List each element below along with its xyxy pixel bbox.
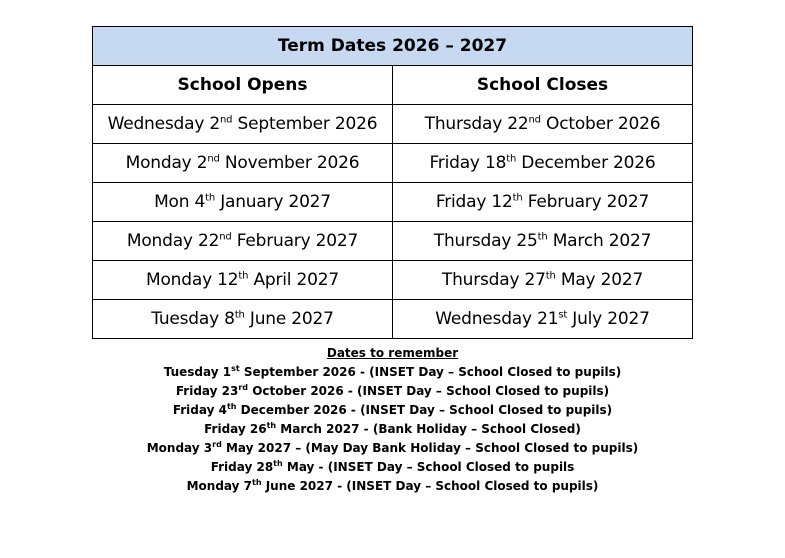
open-date-rest: January 2027 [215, 192, 331, 212]
note-suffix: st [231, 364, 240, 373]
open-date-suffix: nd [220, 114, 233, 126]
note-suffix: th [252, 478, 262, 487]
close-date-day: Friday 18 [429, 153, 507, 173]
open-date-day: Mon 4 [154, 192, 206, 212]
table-row [93, 222, 693, 261]
close-date-suffix: th [506, 153, 517, 165]
open-date-rest: November 2026 [219, 153, 360, 173]
open-date-rest: February 2027 [231, 231, 359, 251]
list-item [0, 382, 785, 401]
close-date-suffix: th [512, 192, 523, 204]
note-suffix: th [226, 402, 237, 411]
close-date-day: Friday 12 [435, 192, 513, 212]
table-row [93, 105, 693, 144]
open-date [93, 183, 393, 222]
open-date-suffix: nd [219, 231, 232, 243]
open-date-day: Wednesday 2 [107, 114, 221, 134]
table-row [93, 261, 693, 300]
close-date-rest: February 2027 [522, 192, 650, 212]
open-date-rest: September 2026 [232, 114, 378, 134]
term-dates-table [92, 26, 693, 339]
close-date-suffix: th [537, 231, 548, 243]
list-item [0, 439, 785, 458]
table-row [93, 183, 693, 222]
list-item [0, 477, 785, 496]
close-date-suffix: th [545, 270, 556, 282]
open-date-suffix: th [205, 192, 215, 204]
open-date-day: Tuesday 8 [151, 309, 235, 329]
column-header-closes: School Closes [393, 66, 693, 105]
table-title: Term Dates 2026 – 2027 [93, 27, 693, 66]
close-date [393, 144, 693, 183]
table-row [93, 144, 693, 183]
note-day: Monday 7 [186, 479, 252, 493]
close-date-day: Thursday 25 [433, 231, 538, 251]
close-date-day: Thursday 27 [441, 270, 546, 290]
note-day: Friday 23 [175, 384, 239, 398]
open-date-suffix: th [238, 270, 249, 282]
note-day: Monday 3 [146, 441, 213, 455]
note-suffix: rd [238, 383, 249, 392]
note-rest: May - (INSET Day – School Closed to pupils [282, 460, 575, 474]
open-date-suffix: nd [207, 153, 220, 165]
table-row [93, 300, 693, 339]
open-date-day: Monday 22 [126, 231, 220, 251]
note-suffix: th [273, 459, 283, 468]
list-item [0, 458, 785, 477]
open-date-suffix: th [234, 309, 245, 321]
close-date-rest: December 2026 [516, 153, 656, 173]
close-date-suffix: st [558, 309, 568, 321]
close-date-suffix: nd [528, 114, 541, 126]
close-date [393, 222, 693, 261]
note-day: Friday 26 [204, 422, 267, 436]
open-date-rest: June 2027 [244, 309, 334, 329]
dates-to-remember [0, 344, 785, 496]
note-day: Friday 4 [172, 403, 227, 417]
list-item [0, 401, 785, 420]
close-date-rest: July 2027 [567, 309, 650, 329]
open-date-day: Monday 2 [125, 153, 208, 173]
close-date-rest: October 2026 [540, 114, 661, 134]
open-date [93, 222, 393, 261]
close-date [393, 105, 693, 144]
open-date [93, 261, 393, 300]
open-date-rest: April 2027 [248, 270, 339, 290]
note-rest: December 2026 - (INSET Day – School Closed to pupils) [236, 403, 613, 417]
list-item [0, 363, 785, 382]
open-date [93, 300, 393, 339]
note-day: Friday 28 [210, 460, 274, 474]
column-header-opens: School Opens [93, 66, 393, 105]
list-item [0, 420, 785, 439]
close-date-day: Thursday 22 [424, 114, 529, 134]
close-date-rest: March 2027 [547, 231, 652, 251]
open-date-day: Monday 12 [146, 270, 239, 290]
close-date [393, 183, 693, 222]
close-date-rest: May 2027 [555, 270, 644, 290]
close-date [393, 300, 693, 339]
open-date [93, 105, 393, 144]
note-rest: October 2026 - (INSET Day – School Closed to pupils) [248, 384, 610, 398]
note-rest: June 2027 - (INSET Day – School Closed to pupils) [261, 479, 599, 493]
note-rest: May 2027 – (May Day Bank Holiday – School Closed to pupils) [221, 441, 639, 455]
note-suffix: rd [212, 440, 222, 449]
note-suffix: th [266, 421, 277, 430]
open-date [93, 144, 393, 183]
notes-title: Dates to remember [326, 346, 459, 360]
note-rest: March 2027 - (Bank Holiday – School Closed) [276, 422, 581, 436]
close-date [393, 261, 693, 300]
note-day: Tuesday 1 [163, 365, 232, 379]
note-rest: September 2026 - (INSET Day – School Closed to pupils) [239, 365, 622, 379]
close-date-day: Wednesday 21 [435, 309, 559, 329]
